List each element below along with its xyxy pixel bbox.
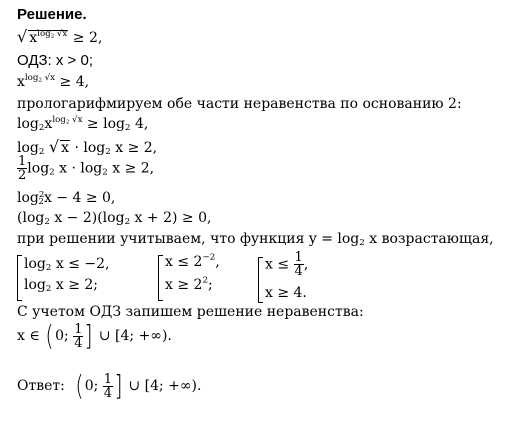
answer: Ответ: (0; $\frac{1}{4}$ ] ∪ [4; +∞). bbox=[17, 369, 202, 402]
step-factored: ($\log_2$ $x - 2)(\log_2$ x + 2) ≥ 0, bbox=[17, 210, 212, 228]
note-function-text: при решении учитываем, что функция y = log bbox=[17, 231, 360, 247]
answer-label: Ответ: bbox=[17, 378, 65, 394]
bracket-2 bbox=[158, 255, 163, 301]
step-log-both-sides: $\log_2x^{log_2 √x} \ge \log_2 4$, bbox=[17, 114, 149, 134]
note-function-tail: x возрастающая, bbox=[369, 231, 494, 247]
bracket-1 bbox=[17, 255, 22, 301]
system-x-cases: x ≤ $\frac{1}{4}$ , x ≥ 4. bbox=[258, 255, 338, 301]
bracket-3 bbox=[258, 257, 263, 303]
system-power-cases: $x \le 2^{-2}$, $x \ge 2^2$; bbox=[158, 255, 258, 301]
system-log-cases: $\log_2 x \le -2$, $\log_2 x \ge 2$; bbox=[17, 255, 127, 301]
step-half-factor: $\frac{1}{2}$ $\log_2 x \cdot \log_2 x \ge 2$, bbox=[18, 154, 155, 183]
note-function: при решении учитываем, что функция $y = \log_2 x$ возрастающая, bbox=[17, 231, 494, 249]
step-squared: $x^{log_2 √x} \ge 4$, bbox=[17, 72, 90, 90]
solution-set: x ∈ (0; $\frac{1}{4}$ ] ∪ [4; +∞). bbox=[17, 319, 172, 352]
note-domain: С учетом ОДЗ запишем решение неравенства: bbox=[17, 304, 364, 320]
note-logarithm: прологарифмируем обе части неравенства по основанию 2: bbox=[17, 96, 462, 112]
original-inequality: √ $x^{log_2 √x} \ge 2$, bbox=[17, 27, 103, 46]
step-quadratic: $\log^2_2x - 4 \ge 0$, bbox=[17, 190, 116, 208]
domain-condition: ОДЗ: x > 0; bbox=[17, 52, 93, 69]
solution-title: Решение. bbox=[17, 6, 87, 23]
step-power-rule: $\log_2$ √ $x \cdot \log_2 x \ge 2$, bbox=[17, 137, 158, 158]
